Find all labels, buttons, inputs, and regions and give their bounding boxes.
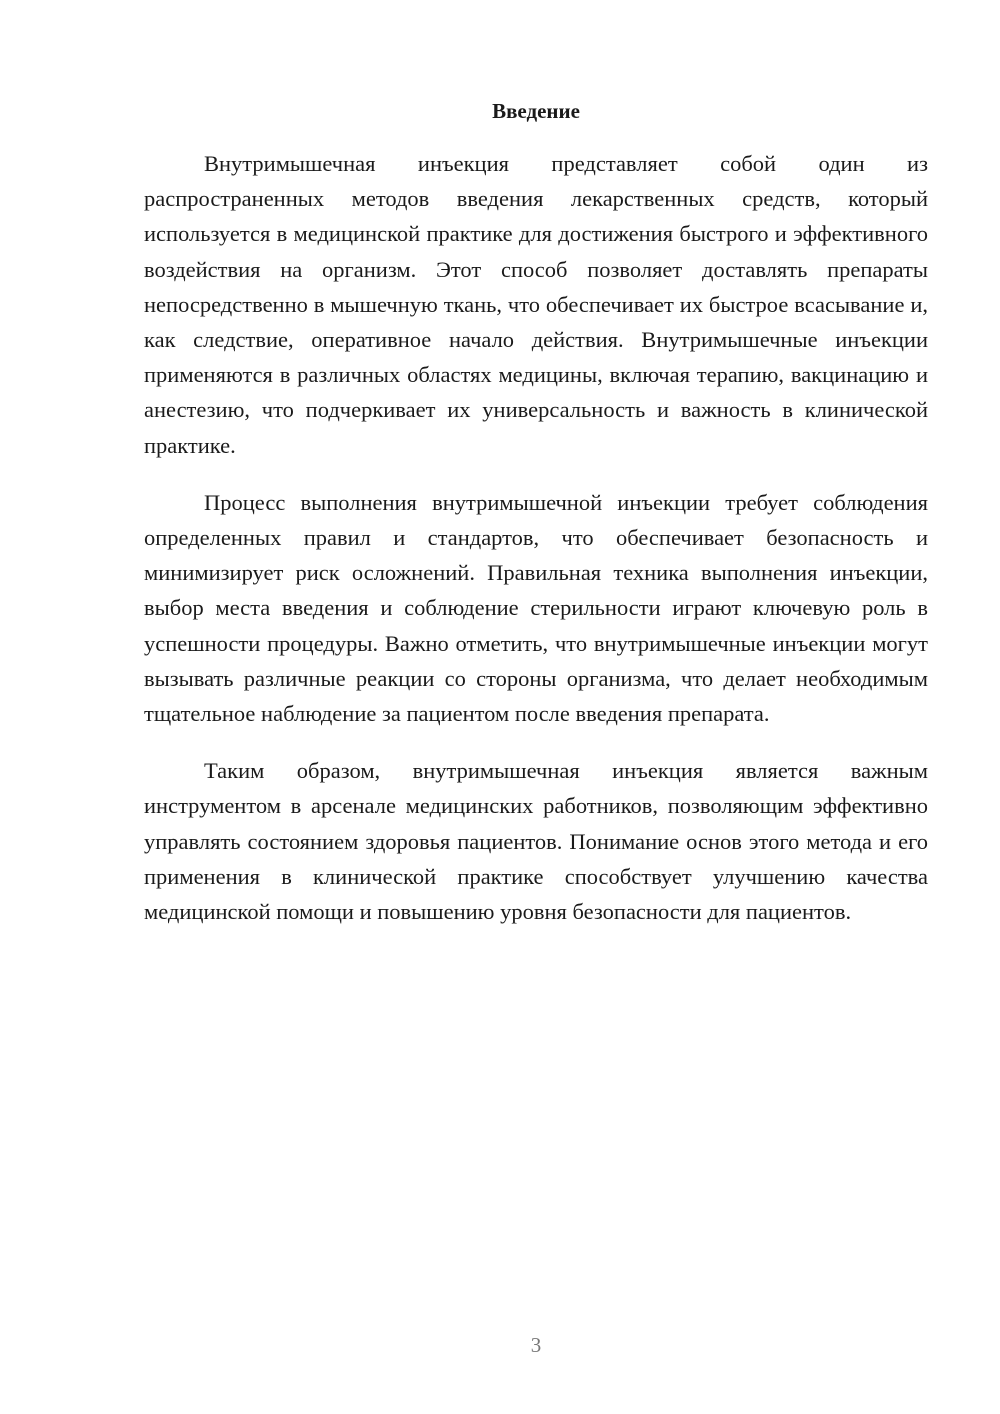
paragraph-3: Таким образом, внутримышечная инъекция является важным инструментом в арсенале медицинских работников, позволяющим эффективно управлять состоянием здоровья пациентов. Понимание основ этого метода и его применения в клинической практике способствует улучшению качества медицинской помощи и повышению уровня безопасности для пациентов. [144, 758, 928, 925]
section-title: Введение [492, 99, 580, 123]
paragraph-1: Внутримышечная инъекция представляет собой один из распространенных методов введения лекарственных средств, который используется в медицинской практике для достижения быстрого и эффективного воздействия на организм. Этот способ позволяет доставлять препараты непосредственно в мышечную ткань, что обеспечивает их быстрое всасывание и, как следствие, оперативное начало действия. Внутримышечные инъекции применяются в различных областях медицины, включая терапию, вакцинацию и анестезию, что подчеркивает их универсальность и важность в клинической практике. [144, 151, 928, 458]
paragraph-2: Процесс выполнения внутримышечной инъекции требует соблюдения определенных правил и стандартов, что обеспечивает безопасность и минимизирует риск осложнений. Правильная техника выполнения инъекции, выбор места введения и соблюдение стерильности играют ключевую роль в успешности процедуры. Важно отметить, что внутримышечные инъекции могут вызывать различные реакции со стороны организма, что делает необходимым тщательное наблюдение за пациентом после введения препарата. [144, 489, 928, 727]
page-number: 3 [530, 1333, 542, 1357]
document-body [144, 92, 928, 929]
